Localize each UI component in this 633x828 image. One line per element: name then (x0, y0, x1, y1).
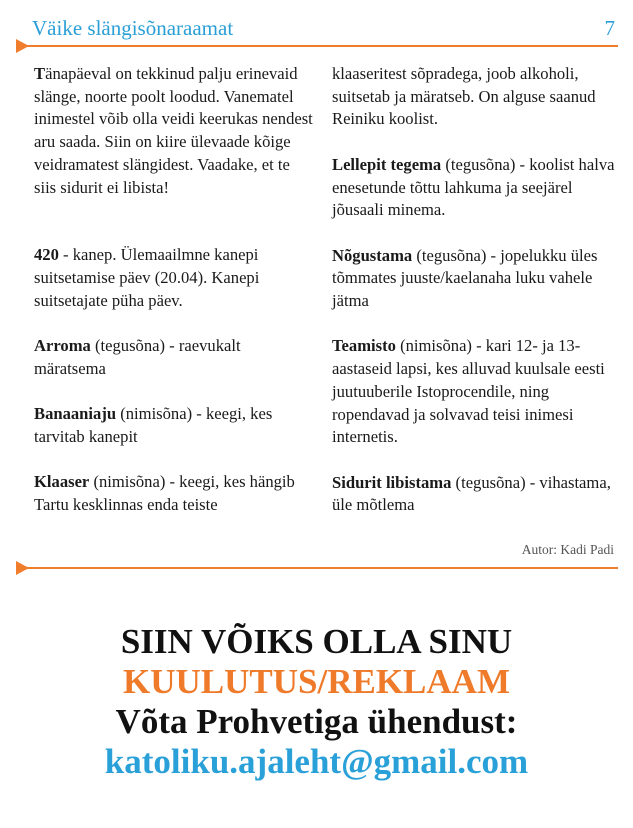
entry-term: Klaaser (34, 472, 90, 492)
entry (34, 244, 314, 312)
entry-definition: - jopelukku üles tõmmates juuste/kaelanaha luku vahele jätma (332, 245, 598, 310)
entry-definition: - keegi, kes tarvitab kanepit (34, 404, 273, 446)
ad-email: katoliku.ajaleht@gmail.com (104, 742, 529, 781)
entry (332, 245, 622, 313)
right-column (332, 63, 622, 517)
entry (332, 154, 622, 222)
entry-term: Banaaniaju (34, 404, 117, 424)
drop-initial: T (34, 64, 46, 83)
entry (332, 335, 622, 449)
entry-term: 420 (34, 245, 59, 265)
footer-rule (18, 567, 618, 569)
arrow-icon (16, 39, 29, 53)
section-title: Väike slängisõnaraamat (32, 16, 234, 40)
entry (34, 335, 314, 380)
page-number: 7 (604, 16, 615, 40)
arrow-icon (16, 561, 29, 575)
author-credit: Autor: Kadi Padi (521, 542, 614, 557)
entry-pos: (nimisõna) (89, 472, 166, 492)
entry-definition: - kari 12- ja 13- aastaseid lapsi, kes alluvad kuulsale eesti juutuuberile Istoprocendile, ning ropendavad ja solvavad teisi inimesi internetis. (332, 336, 605, 447)
header-rule (18, 45, 618, 47)
entry (34, 403, 314, 448)
entry-term: Sidurit libistama (332, 472, 452, 492)
entry-term: Lellepit tegema (332, 154, 442, 174)
ad-headline: SIIN VÕIKS OLLA SINU (120, 622, 513, 661)
left-column (34, 63, 314, 517)
entry-pos: (tegusõna) (441, 154, 516, 174)
page-header (32, 16, 621, 42)
advertisement-block (0, 622, 633, 782)
entry-definition: klaaseritest sõpradega, joob alkoholi, suitsetab ja märatseb. On alguse saanud Reiniku koolist. (332, 64, 596, 129)
intro-paragraph (34, 63, 314, 199)
entry-definition: - raevukalt märatsema (34, 336, 241, 378)
entry-pos: (tegusõna) (90, 336, 166, 356)
entry-pos: (tegusõna) (412, 245, 487, 265)
entry-continuation (332, 63, 622, 131)
entry (34, 471, 314, 516)
entry-term: Nõgustama (332, 245, 413, 265)
entry-pos: (nimisõna) (116, 404, 193, 424)
ad-subheadline: KUULUTUS/REKLAAM (123, 662, 510, 701)
ad-contact-prompt: Võta Prohvetiga ühendust: (115, 702, 518, 741)
entry (332, 472, 622, 517)
entry-definition: - vihastama, üle mõtlema (332, 472, 611, 515)
entry-definition: - kanep. Ülemaailmne kanepi suitsetamise päev (20.04). Kanepi suitsetajate püha päev. (34, 245, 260, 310)
entry-pos: (tegusõna) (451, 472, 526, 492)
intro-text: änapäeval on tekkinud palju erinevaid slänge, noorte poolt loodud. Vanematel inimestel võib olla veidi keerukas nendest aru saada. Siin on kiire ülevaade kõige veidramatest slängidest. Vaadake, et te siis sidurit ei libista! (34, 64, 313, 197)
entry-term: Teamisto (332, 336, 396, 356)
entry-definition: - koolist halva enesetunde tõttu lahkuma ja seejärel jõusaali minema. (332, 154, 615, 220)
entry-pos: (nimisõna) (395, 336, 472, 356)
entry-definition: - keegi, kes hängib Tartu kesklinnas enda teiste (34, 472, 295, 514)
entry-term: Arroma (34, 336, 91, 356)
